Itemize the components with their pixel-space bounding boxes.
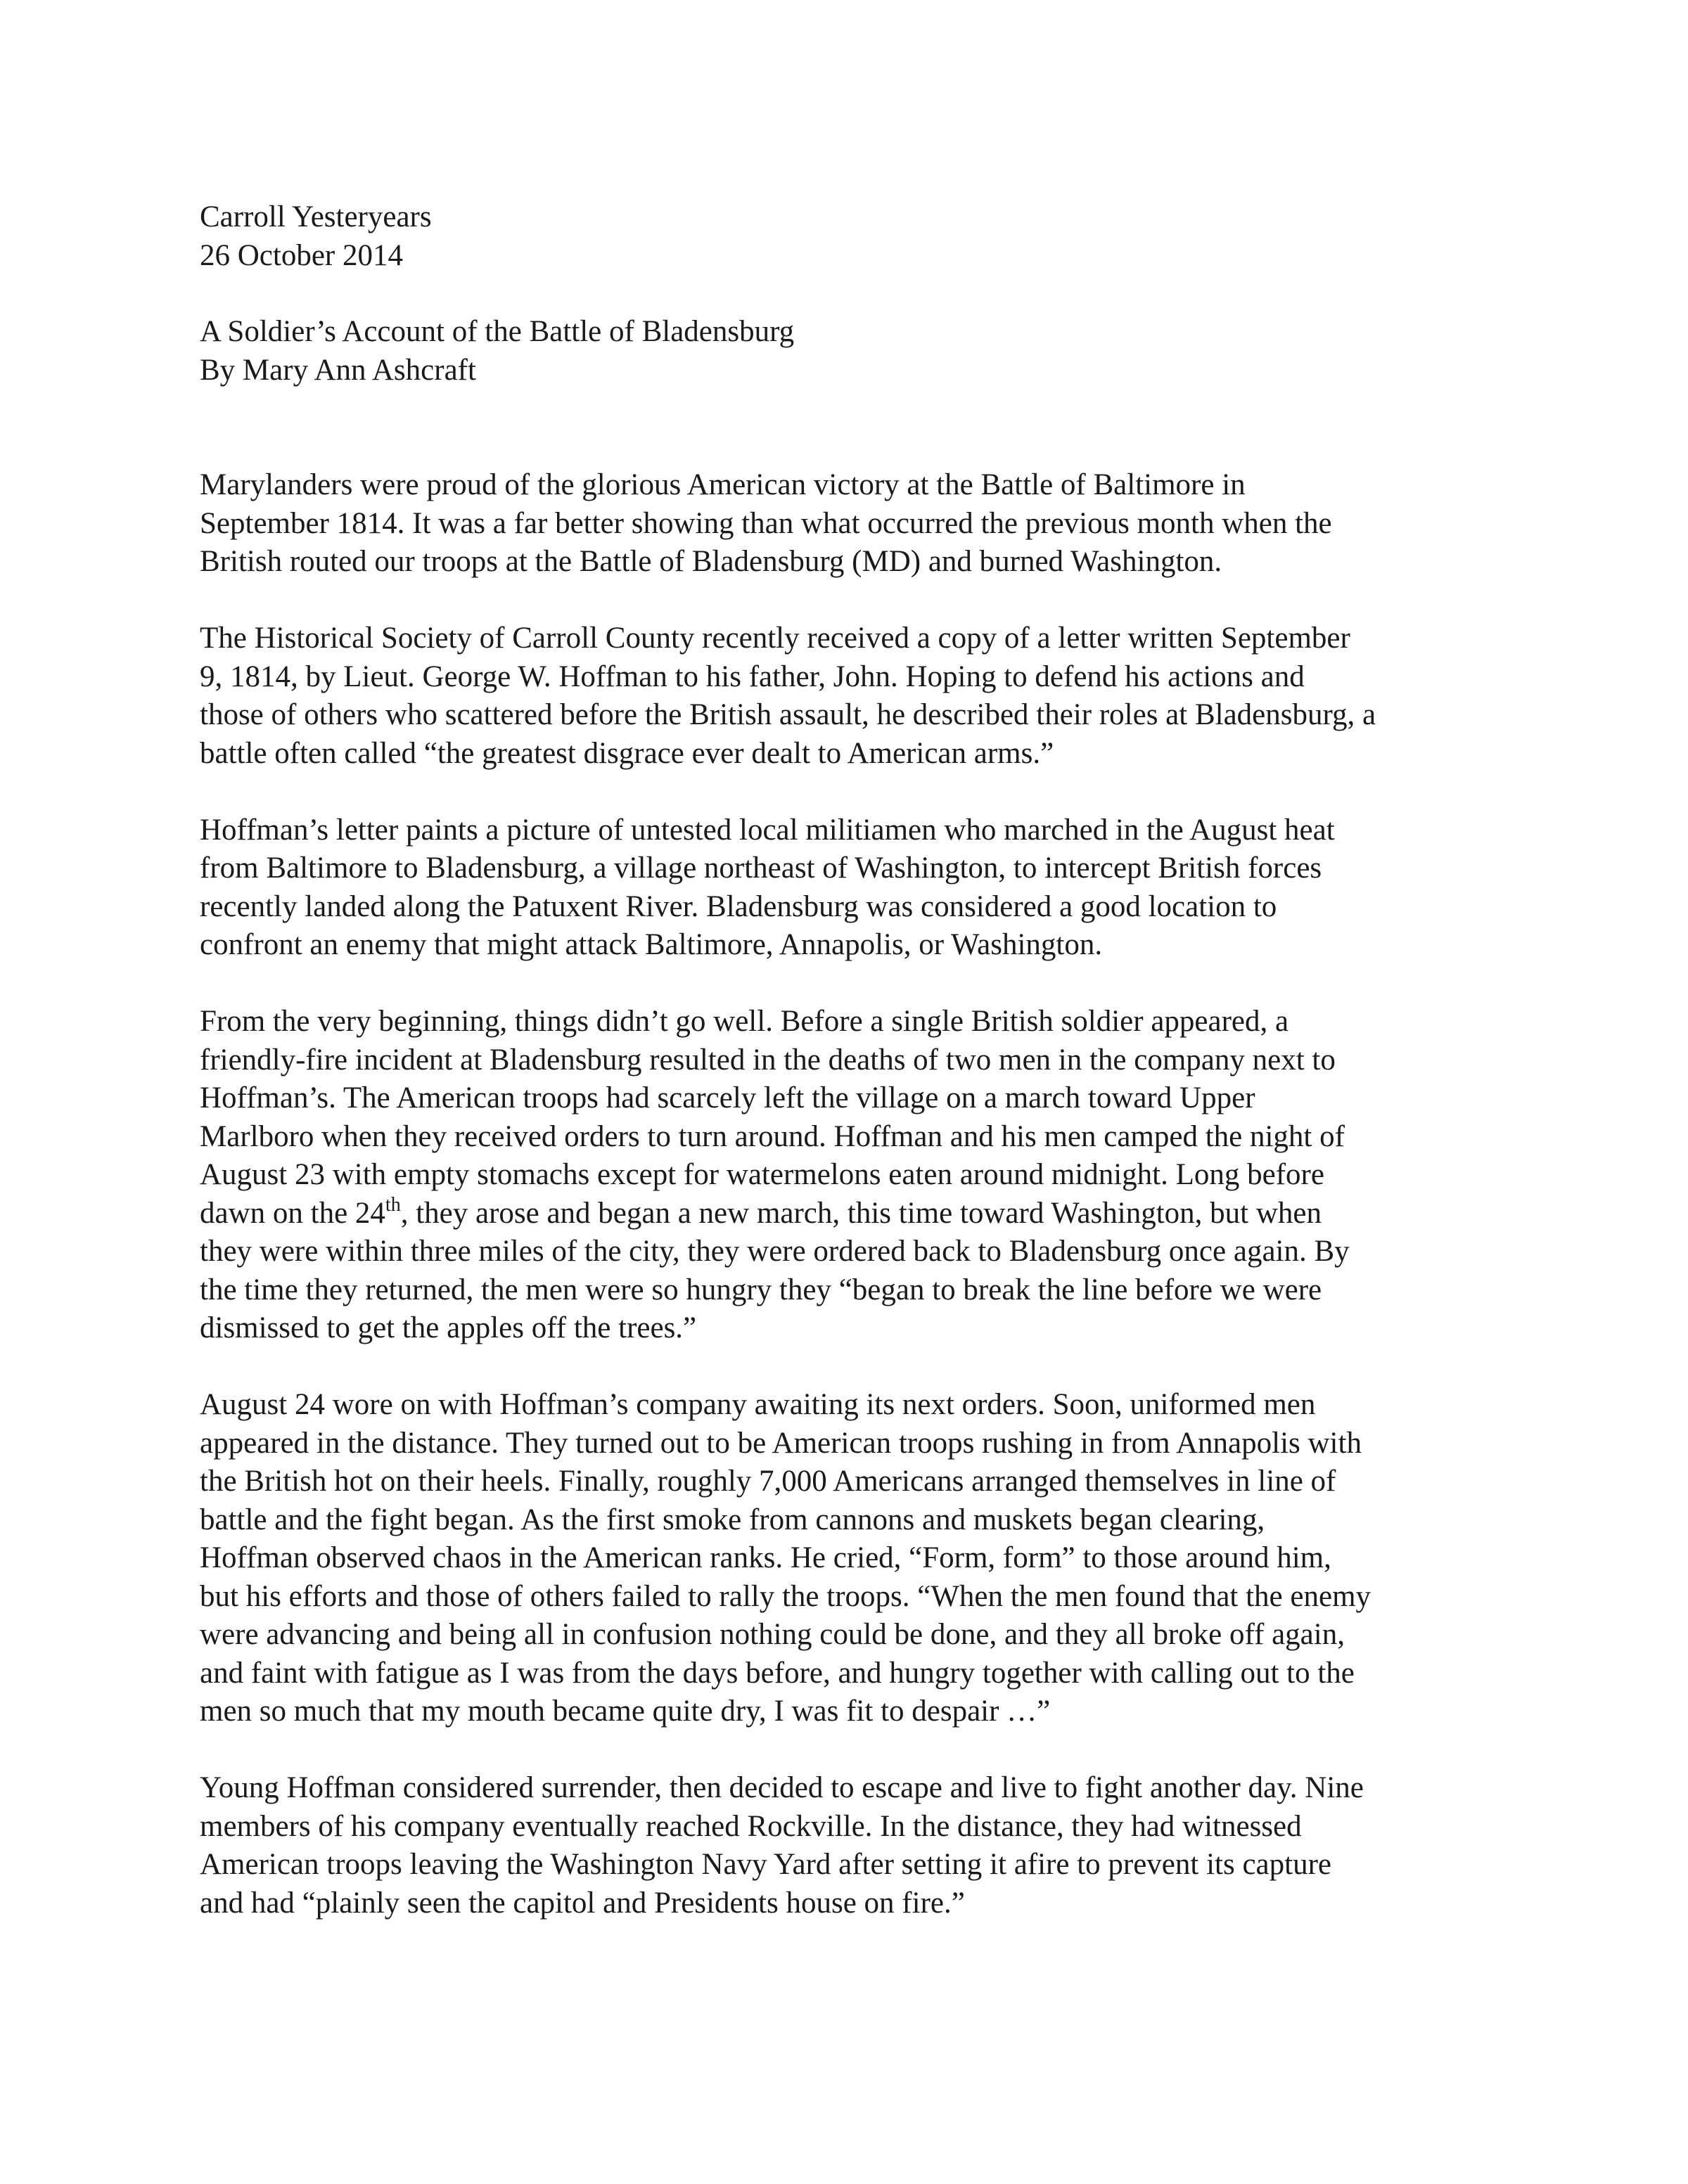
- paragraph-line: Hoffman observed chaos in the American ranks. He cried, “Form, form” to those around him,: [200, 1541, 1331, 1574]
- article-title: A Soldier’s Account of the Battle of Bladensburg: [200, 315, 795, 348]
- paragraph-line: Hoffman’s. The American troops had scarcely left the village on a march toward Upper: [200, 1081, 1255, 1115]
- paragraph-line: the time they returned, the men were so hungry they “began to break the line before we were: [200, 1273, 1322, 1306]
- paragraph-line: Marylanders were proud of the glorious American victory at the Battle of Baltimore in: [200, 468, 1246, 501]
- paragraph-line: but his efforts and those of others failed to rally the troops. “When the men found that the enemy: [200, 1579, 1372, 1613]
- paragraph-line: battle often called “the greatest disgrace ever dealt to American arms.”: [200, 736, 1054, 770]
- publication-name: Carroll Yesteryears: [200, 200, 432, 233]
- paragraph-line: Marlboro when they received orders to turn around. Hoffman and his men camped the night of: [200, 1119, 1345, 1153]
- paragraph: [200, 1003, 1522, 1348]
- article-byline: By Mary Ann Ashcraft: [200, 353, 476, 387]
- paragraph-line: British routed our troops at the Battle of Bladensburg (MD) and burned Washington.: [200, 545, 1222, 578]
- paragraph-line: Hoffman’s letter paints a picture of untested local militiamen who marched in the August heat: [200, 813, 1335, 847]
- paragraph-line: From the very beginning, things didn’t go well. Before a single British soldier appeared, a: [200, 1005, 1289, 1038]
- paragraph-line: appeared in the distance. They turned out to be American troops rushing in from Annapolis with: [200, 1426, 1362, 1460]
- line-text-before-superscript: dawn on the 24: [200, 1196, 385, 1230]
- publication-date: 26 October 2014: [200, 238, 403, 272]
- paragraph-line: Young Hoffman considered surrender, then decided to escape and live to fight another day. Nine: [200, 1771, 1364, 1804]
- paragraph-line: battle and the fight began. As the first smoke from cannons and muskets began clearing,: [200, 1503, 1265, 1536]
- paragraph-line: men so much that my mouth became quite dry, I was fit to despair …”: [200, 1695, 1051, 1728]
- paragraph-line-with-superscript: [200, 1195, 1522, 1233]
- paragraph-line: the British hot on their heels. Finally, roughly 7,000 Americans arranged themselves in line of: [200, 1465, 1336, 1498]
- paragraph-line: The Historical Society of Carroll County recently received a copy of a letter written September: [200, 622, 1350, 655]
- paragraph-line: were advancing and being all in confusion nothing could be done, and they all broke off again,: [200, 1618, 1345, 1651]
- paragraph-line: August 24 wore on with Hoffman’s company awaiting its next orders. Soon, uniformed men: [200, 1388, 1316, 1421]
- paragraph-line: August 23 with empty stomachs except for watermelons eaten around midnight. Long before: [200, 1158, 1324, 1191]
- ordinal-superscript: th: [385, 1193, 401, 1216]
- paragraph: [200, 1386, 1522, 1731]
- paragraph-line: and faint with fatigue as I was from the days before, and hungry together with calling out to the: [200, 1656, 1355, 1690]
- paragraph-line: those of others who scattered before the British assault, he described their roles at Bladensburg, a: [200, 698, 1376, 731]
- paragraph-line: and had “plainly seen the capitol and Presidents house on fire.”: [200, 1886, 965, 1920]
- document-content: [200, 198, 1522, 1922]
- paragraph: [200, 811, 1522, 965]
- paragraph-line: 9, 1814, by Lieut. George W. Hoffman to his father, John. Hoping to defend his actions and: [200, 660, 1305, 693]
- paragraph-line: American troops leaving the Washington Navy Yard after setting it afire to prevent its capture: [200, 1848, 1331, 1881]
- article-heading: [200, 313, 1522, 390]
- paragraph-line: confront an enemy that might attack Baltimore, Annapolis, or Washington.: [200, 928, 1103, 961]
- paragraph-line: members of his company eventually reached Rockville. In the distance, they had witnessed: [200, 1809, 1302, 1843]
- publication-header: [200, 198, 1522, 275]
- paragraph-line: dismissed to get the apples off the trees.”: [200, 1311, 697, 1344]
- line-text-after-superscript: , they arose and began a new march, this time toward Washington, but when: [400, 1196, 1322, 1230]
- article-body: [200, 466, 1522, 1922]
- paragraph-line: September 1814. It was a far better showing than what occurred the previous month when the: [200, 506, 1332, 540]
- paragraph-line: from Baltimore to Bladensburg, a village northeast of Washington, to intercept British forces: [200, 852, 1322, 885]
- paragraph: [200, 619, 1522, 773]
- paragraph: [200, 1769, 1522, 1922]
- paragraph-line: they were within three miles of the city, they were ordered back to Bladensburg once again. By: [200, 1235, 1350, 1268]
- paragraph: [200, 466, 1522, 582]
- paragraph-line: friendly-fire incident at Bladensburg resulted in the deaths of two men in the company next to: [200, 1043, 1336, 1077]
- paragraph-line: recently landed along the Patuxent River. Bladensburg was considered a good location to: [200, 889, 1277, 923]
